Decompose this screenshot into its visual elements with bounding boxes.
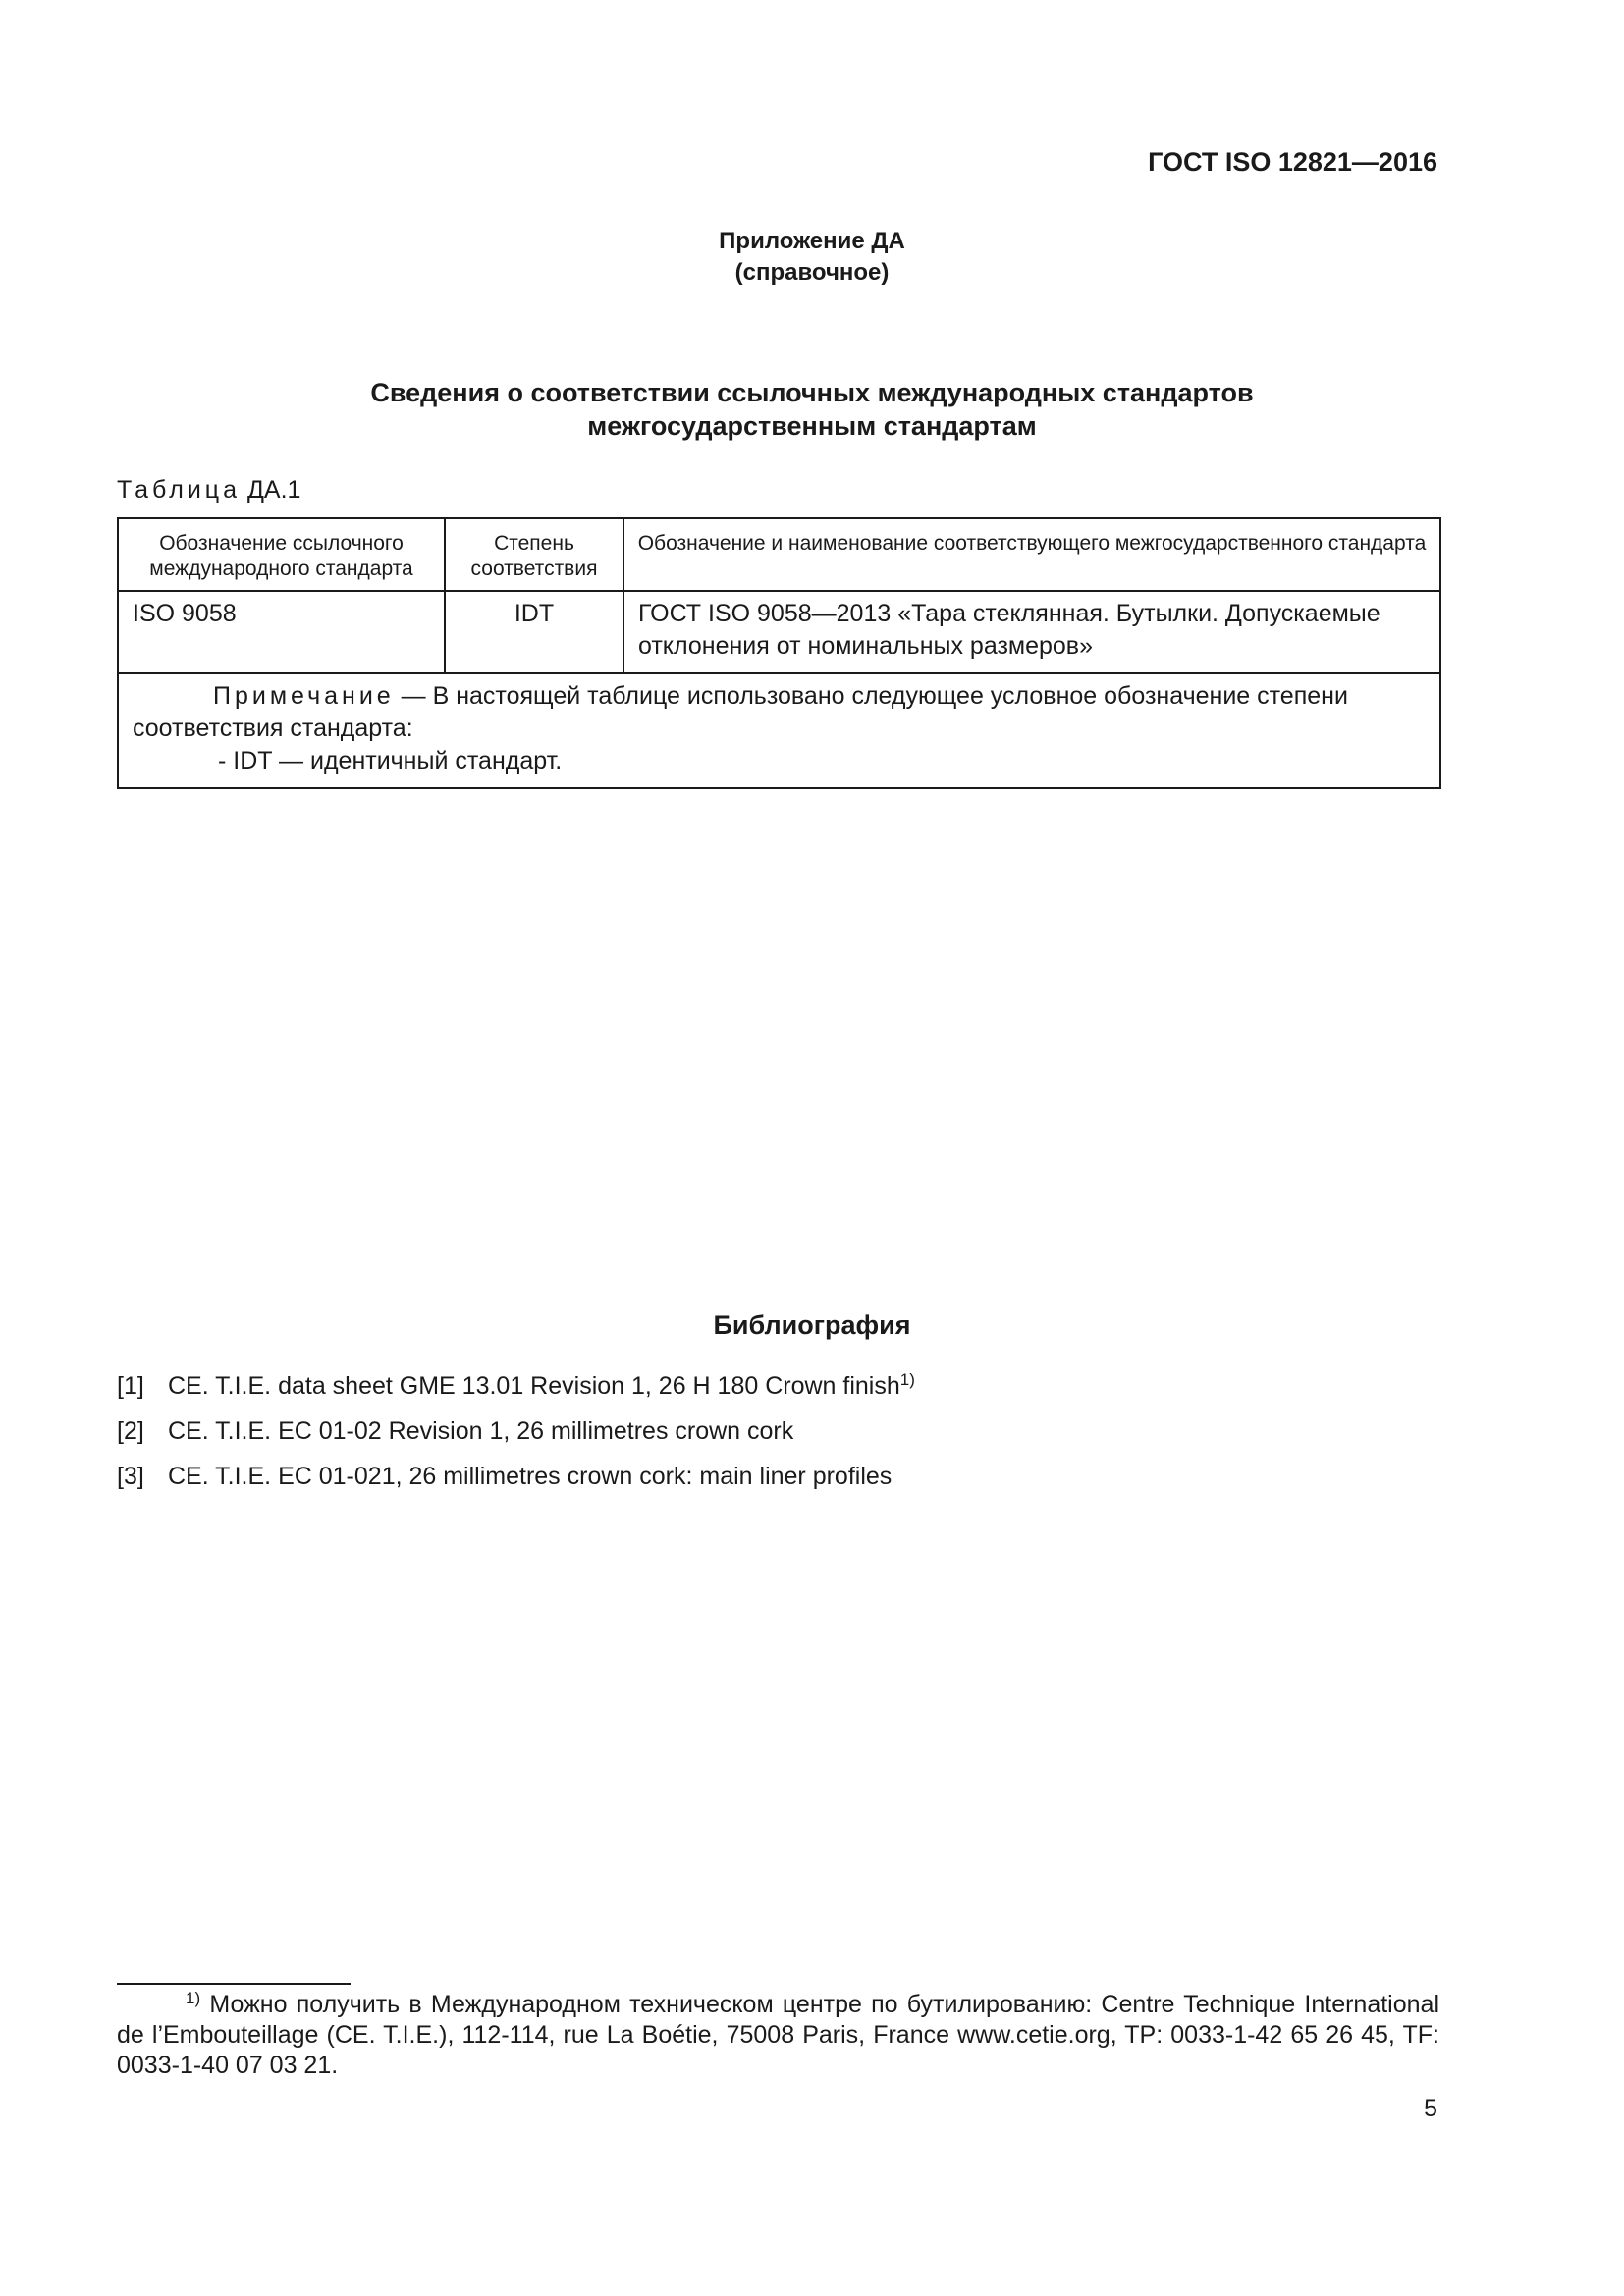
section-title-line2: межгосударственным стандартам: [587, 411, 1037, 441]
column-header-intl-standard: Обозначение ссылочного международного стандарта: [118, 518, 445, 591]
bibliography-list: [117, 1372, 1439, 1508]
page-number: 5: [1424, 2095, 1437, 2122]
footnote-reference[interactable]: 1): [899, 1370, 915, 1389]
bibliography-item: [117, 1417, 1439, 1463]
bibliography-text: CE. T.I.E. EC 01-021, 26 millimetres crown cork: main liner profiles: [168, 1463, 893, 1490]
bibliography-item: [117, 1463, 1439, 1508]
bibliography-title: Библиография: [713, 1310, 911, 1340]
footnote: [117, 1990, 1439, 2081]
appendix-subtitle: (справочное): [734, 259, 890, 286]
column-header-degree: Степень соответствия: [445, 518, 623, 591]
table-note: [118, 673, 1440, 788]
footnote-paragraph: [117, 1990, 1439, 2081]
section-heading: [0, 376, 1624, 443]
note-paragraph: [133, 680, 1426, 745]
bibliography-text: [168, 1372, 915, 1401]
document-standard-id: ГОСТ ISO 12821—2016: [1148, 147, 1437, 177]
column-header-interstate-standard: Обозначение и наименование соответствующего межгосударственного стандарта: [623, 518, 1440, 591]
section-title-line1: Сведения о соответствии ссылочных международных стандартов: [370, 378, 1254, 407]
note-list-item: - IDT — идентичный стандарт.: [218, 747, 563, 774]
cell-interstate-standard: ГОСТ ISO 9058—2013 «Тара стеклянная. Бутылки. Допускаемые отклонения от номинальных размеров»: [623, 591, 1440, 673]
table-note-row: [118, 673, 1440, 788]
bibliography-number: [2]: [117, 1417, 144, 1445]
appendix-title: Приложение ДА: [719, 228, 905, 254]
note-text: — В настоящей таблице использовано следующее условное обозначение степени соответствия стандарта:: [133, 682, 1348, 742]
correspondence-table: [117, 517, 1441, 789]
cell-degree: IDT: [445, 591, 623, 673]
bibliography-number: [3]: [117, 1463, 144, 1490]
footnote-marker: 1): [186, 1989, 201, 2007]
table-row: [118, 591, 1440, 673]
footnote-separator: [117, 1983, 351, 1985]
table-header-row: [118, 518, 1440, 591]
note-label: Примечание: [213, 682, 395, 710]
table-caption-number: ДА.1: [246, 476, 301, 504]
appendix-heading: [0, 226, 1624, 289]
table-caption: [117, 476, 300, 505]
bibliography-item: [117, 1372, 1439, 1417]
cell-intl-standard: ISO 9058: [118, 591, 445, 673]
footnote-text: Можно получить в Международном техническом центре по бутилированию: Centre Technique International de l’Embouteillage (CE. T.I.E.), 112-114, rue La Boétie, 75008 Paris, France www.cetie.org, TP: 0033-1-42 65 26 45, TF: 0033-1-40 07 03 21.: [117, 1991, 1439, 2079]
table-caption-word: Таблица: [117, 476, 242, 504]
bibliography-number: [1]: [117, 1372, 144, 1400]
bibliography-text: CE. T.I.E. EC 01-02 Revision 1, 26 millimetres crown cork: [168, 1417, 794, 1445]
bibliography-text-content: CE. T.I.E. data sheet GME 13.01 Revision 1, 26 H 180 Crown finish: [168, 1372, 900, 1400]
